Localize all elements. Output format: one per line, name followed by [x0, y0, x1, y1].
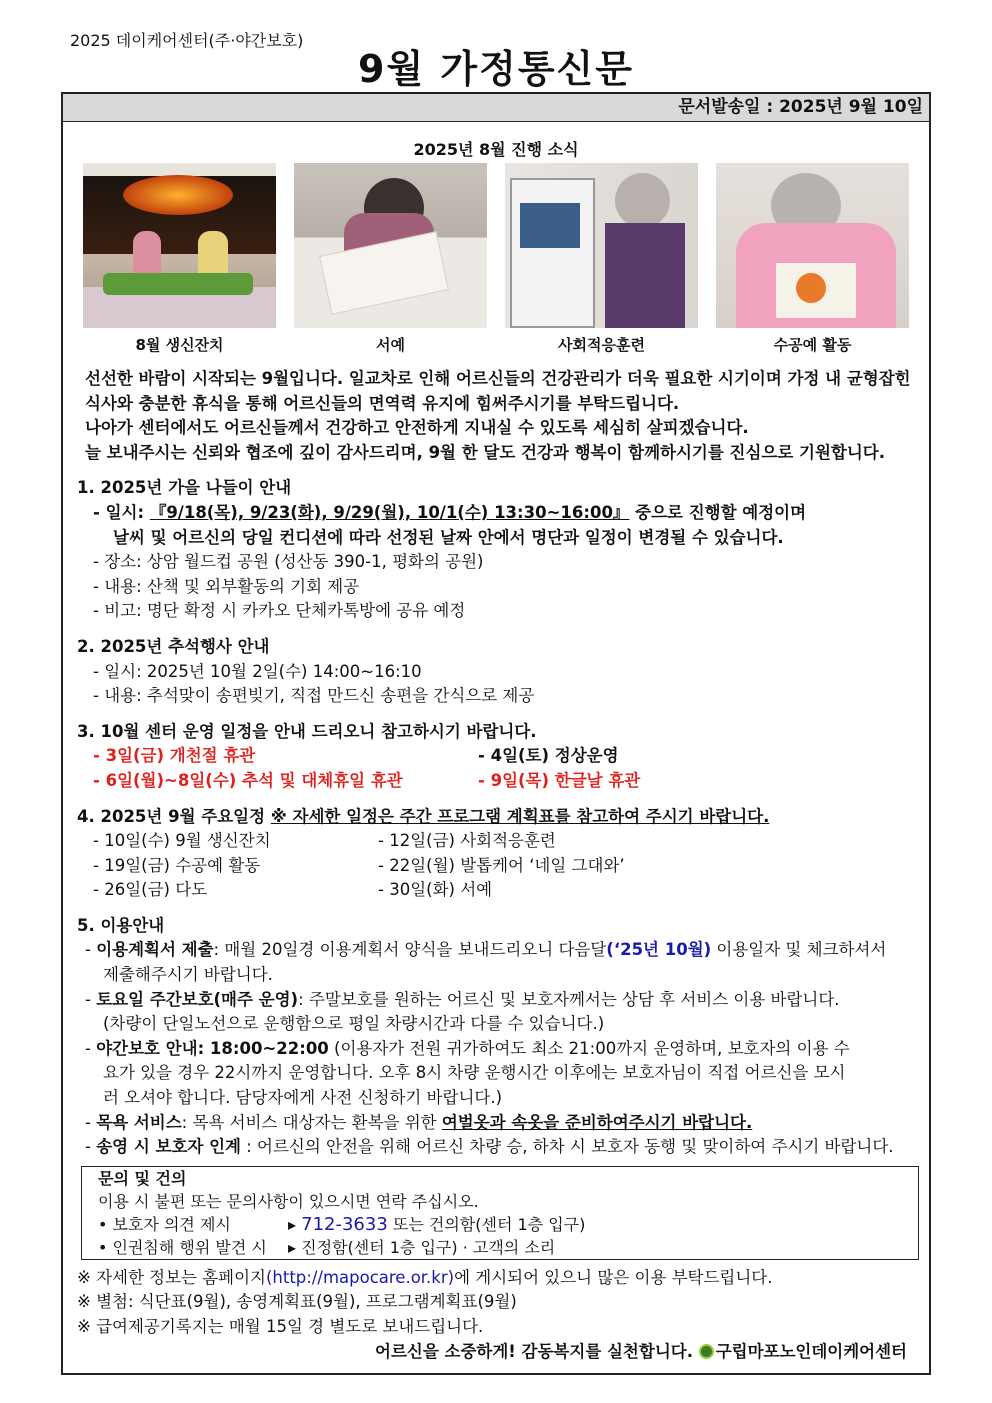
saturday-care: - 토요일 주간보호(매주 운영): 주말보호를 원하는 어르신 및 보호자께서는 상담 후 서비스 이용 바랍니다.	[85, 989, 840, 1009]
birthday-party-image	[83, 163, 276, 328]
contact-label: • 인권침해 행위 발견 시	[98, 1237, 267, 1257]
usage-plan-cont: 제출해주시기 바랍니다.	[103, 965, 273, 985]
label: 토요일 주간보호(매주 운영)	[96, 989, 299, 1009]
outing-note: - 비고: 명단 확정 시 카카오 단체카톡방에 공유 예정	[93, 601, 466, 621]
contact-label: • 보호자 의견 제시	[98, 1214, 231, 1234]
section-heading: 3. 10월 센터 운영 일정을 안내 드리오니 참고하시기 바랍니다.	[77, 721, 537, 741]
section-heading	[77, 805, 915, 830]
calligraphy-image	[294, 163, 487, 328]
text: 진정함(센터 1층 입구) · 고객의 소리	[301, 1237, 556, 1257]
note-attachments: ※ 별첨: 식단표(9월), 송영계획표(9월), 프로그램계획표(9월)	[77, 1292, 517, 1312]
photo-calligraphy	[294, 163, 487, 355]
text: 또는 건의함(센터 1층 입구)	[387, 1214, 586, 1234]
slogan: 어르신을 소중하게! 감동복지를 실천합니다.	[375, 1341, 699, 1361]
newsletter-frame	[61, 92, 931, 1375]
schedule-item: - 3일(금) 개천절 휴관	[93, 746, 256, 766]
heading-note: ※ 자세한 일정은 주간 프로그램 계획표를 참고하여 주시기 바랍니다.	[270, 806, 770, 826]
label: 이용계획서 제출	[96, 940, 214, 960]
section-heading: 1. 2025년 가을 나들이 안내	[77, 478, 292, 498]
outing-place: - 장소: 상암 월드컵 공원 (성산동 390-1, 평화의 공원)	[93, 552, 484, 572]
bath-service: - 목욕 서비스: 목욕 서비스 대상자는 환복을 위한 여벌옷과 속옷을 준비하여주시기 바랍니다.	[85, 1112, 753, 1132]
section-october-schedule	[77, 720, 915, 794]
phone-number[interactable]: 712-3633	[301, 1213, 388, 1235]
social-training-image	[505, 163, 698, 328]
text: ※ 자세한 정보는 홈페이지	[77, 1267, 266, 1287]
contact-value: ▸ 712-3633 또는 건의함(센터 1층 입구)	[288, 1213, 586, 1235]
section-heading: 5. 이용안내	[77, 915, 165, 935]
schedule-item: - 6일(월)~8일(수) 추석 및 대체휴일 휴관	[93, 770, 403, 790]
homepage-link[interactable]: (http://mapocare.or.kr)	[265, 1267, 455, 1287]
contact-row	[98, 1213, 918, 1236]
text: 중으로 진행할 예정이며	[629, 502, 807, 522]
text: 에 게시되어 있으니 많은 이용 부탁드립니다.	[454, 1267, 773, 1287]
night-care-cont: 러 오셔야 합니다. 담당자에게 사전 신청하기 바랍니다.)	[103, 1088, 503, 1108]
chuseok-date: - 일시: 2025년 10월 2일(수) 14:00~16:10	[93, 661, 422, 681]
event-item: - 19일(금) 수공예 활동	[93, 855, 261, 875]
usage-plan: - 이용계획서 제출: 매월 20일경 이용계획서 양식을 보내드리오니 다음달(‘25년 10월) 이용일자 및 체크하셔서	[85, 940, 887, 960]
send-date: 문서발송일 : 2025년 9월 10일	[63, 94, 929, 122]
notes	[63, 1266, 929, 1364]
label: - 일시:	[93, 502, 150, 522]
schedule-item: - 4일(토) 정상운영	[478, 746, 619, 766]
photo-caption: 수공예 활동	[773, 336, 852, 354]
intro-paragraph	[77, 367, 915, 465]
highlight: 여벌옷과 속옷을 준비하여주시기 바랍니다.	[441, 1112, 753, 1132]
event-item: - 10일(수) 9월 생신잔치	[93, 831, 271, 851]
label: 야간보호 안내: 18:00~22:00	[96, 1038, 329, 1058]
event-item: - 26일(금) 다도	[93, 880, 208, 900]
organization-label: 2025 데이케어센터(주·야간보호)	[70, 31, 304, 50]
event-item: - 22일(월) 발톱케어 ‘네일 그대와’	[378, 855, 625, 875]
schedule-item: - 9일(목) 한글날 휴관	[478, 770, 641, 790]
text: : 매월 20일경 이용계획서 양식을 보내드리오니 다음달	[213, 940, 607, 960]
intro-line: 늘 보내주시는 신뢰와 협조에 깊이 감사드리며, 9월 한 달도 건강과 행복이 함께하시기를 진심으로 기원합니다.	[85, 442, 886, 462]
craft-image	[716, 163, 909, 328]
night-care: - 야간보호 안내: 18:00~22:00 (이용자가 전원 귀가하여도 최소 21:00까지 운영하며, 보호자의 이용 수	[85, 1038, 850, 1058]
photo-birthday	[83, 163, 276, 355]
contact-desc: 이용 시 불편 또는 문의사항이 있으시면 연락 주십시오.	[98, 1191, 479, 1211]
contact-row	[98, 1236, 918, 1259]
news-title: 2025년 8월 진행 소식	[413, 140, 579, 159]
outing-date-note: 날씨 및 어르신의 당일 컨디션에 따라 선정된 날짜 안에서 명단과 일정이 변경될 수 있습니다.	[113, 527, 784, 547]
photo-gallery	[63, 163, 929, 355]
photo-caption: 8월 생신잔치	[135, 336, 224, 354]
label: 목욕 서비스	[96, 1112, 182, 1132]
contact-title: 문의 및 건의	[98, 1168, 187, 1188]
photo-craft	[716, 163, 909, 355]
section-usage-guide	[77, 914, 915, 1160]
text: : 어르신의 안전을 위해 어르신 차량 승, 하차 시 보호자 동행 및 맞이하여 주시기 바랍니다.	[240, 1137, 894, 1157]
photo-caption: 사회적응훈련	[558, 336, 645, 354]
newsletter-body	[63, 367, 929, 1160]
heading-text: 4. 2025년 9월 주요일정	[77, 806, 271, 826]
intro-line: 나아가 센터에서도 어르신들께서 건강하고 안전하게 지내실 수 있도록 세심히 살피겠습니다.	[85, 418, 749, 438]
text: (이용자가 전원 귀가하여도 최소 21:00까지 운영하며, 보호자의 이용 수	[328, 1038, 850, 1058]
night-care-cont: 요가 있을 경우 22시까지 운영합니다. 오후 8시 차량 운행시간 이후에는 보호자님이 직접 어르신을 모시	[103, 1063, 846, 1083]
highlight: (‘25년 10월)	[606, 940, 712, 960]
section-september-events	[77, 805, 915, 903]
label: 송영 시 보호자 인계	[96, 1137, 241, 1157]
outing-content: - 내용: 산책 및 외부활동의 기회 제공	[93, 576, 360, 596]
text: : 목욕 서비스 대상자는 환복을 위한	[181, 1112, 442, 1132]
event-item: - 30일(화) 서예	[378, 880, 493, 900]
section-chuseok	[77, 635, 915, 709]
chuseok-content: - 내용: 추석맞이 송편빚기, 직접 만드신 송편을 간식으로 제공	[93, 686, 535, 706]
note-homepage	[77, 1266, 915, 1291]
contact-box	[81, 1166, 919, 1260]
note-records: ※ 급여제공기록지는 매월 15일 경 별도로 보내드립니다.	[77, 1317, 484, 1336]
section-outing	[77, 476, 915, 624]
event-item: - 12일(금) 사회적응훈련	[378, 831, 556, 851]
center-name: 구립마포노인데이케어센터	[715, 1341, 907, 1361]
photo-caption: 서예	[376, 336, 405, 354]
text: 이용일자 및 체크하셔서	[711, 940, 887, 960]
handover: - 송영 시 보호자 인계 : 어르신의 안전을 위해 어르신 차량 승, 하차 시 보호자 동행 및 맞이하여 주시기 바랍니다.	[85, 1137, 894, 1157]
section-heading: 2. 2025년 추석행사 안내	[77, 636, 270, 656]
saturday-care-cont: (차량이 단일노선으로 운행함으로 평일 차량시간과 다를 수 있습니다.)	[103, 1014, 605, 1034]
photo-social	[505, 163, 698, 355]
outing-dates: 『9/18(목), 9/23(화), 9/29(월), 10/1(수) 13:30~16:00』	[149, 502, 630, 522]
text: : 주말보호를 원하는 어르신 및 보호자께서는 상담 후 서비스 이용 바랍니다.	[298, 989, 840, 1009]
center-logo-icon	[699, 1344, 714, 1359]
intro-line: 선선한 바람이 시작되는 9월입니다. 일교차로 인해 어르신들의 건강관리가 더욱 필요한 시기이며 가정 내 균형잡힌	[85, 369, 911, 388]
signature	[77, 1340, 915, 1365]
outing-date	[77, 501, 915, 526]
intro-line: 식사와 충분한 휴식을 통해 어르신들의 면역력 유지에 힘써주시기를 부탁드립니다.	[85, 393, 680, 413]
contact-value: ▸ 진정함(센터 1층 입구) · 고객의 소리	[288, 1237, 556, 1257]
page-title: 9월 가정통신문	[358, 47, 634, 91]
